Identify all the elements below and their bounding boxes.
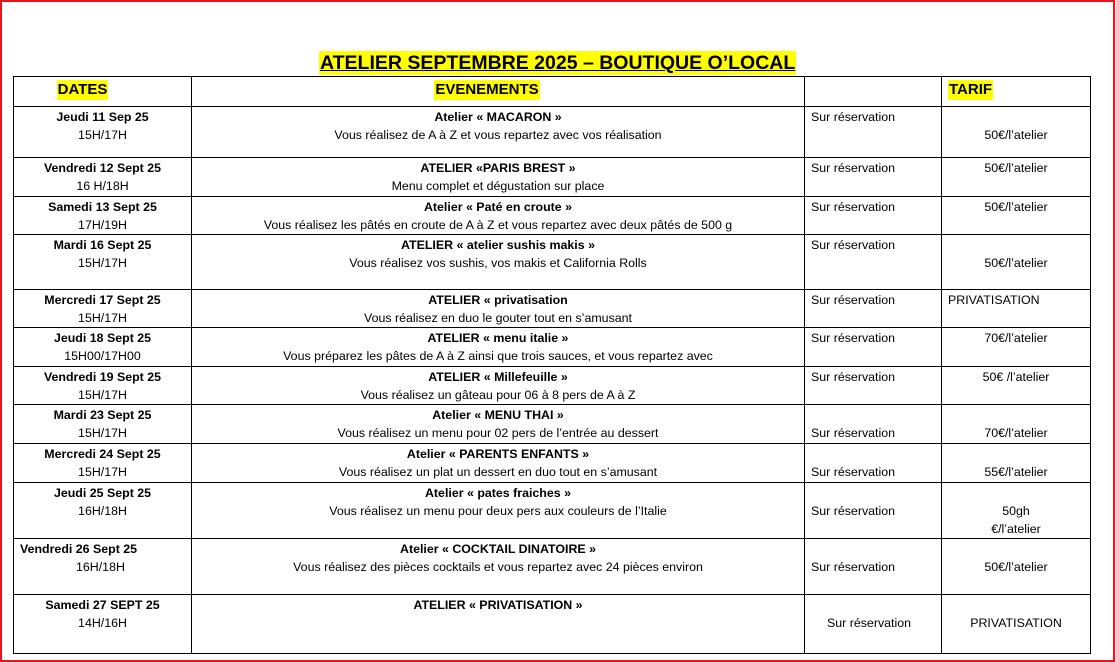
date-label: Jeudi 11 Sep 25 (56, 110, 149, 124)
date-label: Samedi 27 SEPT 25 (45, 598, 160, 612)
time-label: 16 H/18H (76, 179, 129, 193)
date-label: Mercredi 24 Sept 25 (44, 447, 161, 461)
reservation-cell: Sur réservation (805, 405, 942, 444)
header-dates: DATES (14, 77, 192, 107)
tarif-cell (942, 539, 1091, 595)
time-label: 15H/17H (78, 311, 127, 325)
atelier-description: Vous réalisez de A à Z et vous repartez avec vos réalisation (334, 128, 662, 142)
reservation-cell: Sur réservation (805, 367, 942, 405)
tarif-value: 50€ /l’atelier (982, 370, 1050, 384)
page-title: ATELIER SEPTEMBRE 2025 – BOUTIQUE O’LOCAL (320, 52, 796, 74)
tarif-value: 55€/l’atelier (984, 465, 1048, 479)
time-label: 15H/17H (78, 388, 127, 402)
date-cell (14, 290, 192, 328)
header-events: EVENEMENTS (192, 77, 805, 107)
event-cell (192, 158, 805, 197)
tarif-cell (942, 197, 1091, 235)
tarif-cell (942, 235, 1091, 290)
event-cell (192, 367, 805, 405)
reservation-cell: Sur réservation (805, 595, 942, 654)
atelier-title: ATELIER «PARIS BREST » (420, 161, 576, 175)
atelier-description: Menu complet et dégustation sur place (391, 179, 605, 193)
tarif-cell (942, 367, 1091, 405)
atelier-title: ATELIER « PRIVATISATION » (413, 598, 583, 612)
atelier-description: Vous réalisez des pièces cocktails et vous repartez avec 24 pièces environ (293, 560, 703, 574)
tarif-cell (942, 595, 1091, 654)
atelier-title: Atelier « MENU THAI » (432, 408, 564, 422)
atelier-title: ATELIER « atelier sushis makis » (401, 238, 595, 252)
table-row (14, 197, 1091, 235)
atelier-description: Vous réalisez un menu pour deux pers aux couleurs de l’Italie (329, 504, 667, 518)
atelier-description: Vous préparez les pâtes de A à Z ainsi que trois sauces, et vous repartez avec (283, 349, 713, 363)
date-label: Vendredi 26 Sept 25 (20, 542, 138, 556)
reservation-cell: Sur réservation (805, 158, 942, 197)
time-label: 15H/17H (78, 256, 127, 270)
date-label: Vendredi 12 Sept 25 (43, 161, 162, 175)
tarif-value: PRIVATISATION (970, 616, 1062, 630)
date-label: Samedi 13 Sept 25 (48, 200, 157, 214)
atelier-description: Vous réalisez un gâteau pour 06 à 8 pers de A à Z (360, 388, 636, 402)
table-row (14, 595, 1091, 654)
reservation-cell: Sur réservation (805, 444, 942, 483)
time-label: 16H/18H (76, 560, 125, 574)
atelier-title: Atelier « MACARON » (434, 110, 562, 124)
time-label: 15H00/17H00 (64, 349, 141, 363)
date-cell (14, 595, 192, 654)
tarif-value: 70€/l’atelier (984, 331, 1048, 345)
table-row (14, 444, 1091, 483)
date-cell (14, 197, 192, 235)
time-label: 14H/16H (78, 616, 127, 630)
atelier-title: Atelier « pates fraiches » (424, 486, 571, 500)
atelier-title: ATELIER « menu italie » (427, 331, 569, 345)
header-tarif: TARIF (942, 77, 1091, 107)
tarif-value: 70€/l’atelier (984, 426, 1048, 440)
atelier-description: Vous réalisez un plat un dessert en duo tout en s’amusant (338, 465, 658, 479)
event-cell (192, 483, 805, 539)
reservation-cell: Sur réservation (805, 328, 942, 367)
time-label: 15H/17H (78, 426, 127, 440)
reservation-cell: Sur réservation (805, 539, 942, 595)
date-cell (14, 539, 192, 595)
tarif-value: PRIVATISATION (948, 293, 1040, 307)
time-label: 16H/18H (78, 504, 127, 518)
date-cell (14, 405, 192, 444)
time-label: 15H/17H (78, 128, 127, 142)
header-reservation (805, 77, 942, 107)
event-cell (192, 107, 805, 158)
date-label: Vendredi 19 Sept 25 (43, 370, 162, 384)
atelier-title: Atelier « COCKTAIL DINATOIRE » (400, 542, 596, 556)
tarif-cell (942, 107, 1091, 158)
event-cell (192, 405, 805, 444)
atelier-description: Vous réalisez un menu pour 02 pers de l’entrée au dessert (337, 426, 659, 440)
time-label: 15H/17H (78, 465, 127, 479)
date-label: Mardi 23 Sept 25 (53, 408, 152, 422)
tarif-value: 50€/l’atelier (984, 256, 1048, 270)
table-row (14, 158, 1091, 197)
date-cell (14, 328, 192, 367)
event-cell (192, 539, 805, 595)
atelier-title: ATELIER « Millefeuille » (428, 370, 568, 384)
tarif-value: 50gh (1002, 504, 1030, 518)
tarif-value: 50€/l’atelier (984, 200, 1048, 214)
tarif-value-unit: €/l’atelier (991, 522, 1041, 536)
date-label: Mercredi 17 Sept 25 (44, 293, 161, 307)
time-label: 17H/19H (78, 218, 127, 232)
reservation-cell: Sur réservation (805, 107, 942, 158)
reservation-cell: Sur réservation (805, 197, 942, 235)
date-label: Jeudi 18 Sept 25 (53, 331, 152, 345)
atelier-description: Vous réalisez les pâtés en croute de A à Z et vous repartez avec deux pâtés de 500 g (263, 218, 733, 232)
tarif-cell (942, 328, 1091, 367)
tarif-cell (942, 158, 1091, 197)
event-cell (192, 328, 805, 367)
reservation-cell: Sur réservation (805, 290, 942, 328)
atelier-title: Atelier « PARENTS ENFANTS » (406, 447, 590, 461)
date-cell (14, 107, 192, 158)
atelier-description: Vous réalisez en duo le gouter tout en s’amusant (364, 311, 632, 325)
date-label: Mardi 16 Sept 25 (53, 238, 152, 252)
table-row (14, 405, 1091, 444)
date-cell (14, 444, 192, 483)
date-cell (14, 367, 192, 405)
table-row (14, 367, 1091, 405)
event-cell (192, 197, 805, 235)
tarif-cell (942, 405, 1091, 444)
reservation-cell: Sur réservation (805, 235, 942, 290)
event-cell (192, 235, 805, 290)
atelier-description: Vous réalisez vos sushis, vos makis et California Rolls (349, 256, 647, 270)
tarif-cell (942, 290, 1091, 328)
event-cell (192, 290, 805, 328)
tarif-cell (942, 444, 1091, 483)
table-row (14, 328, 1091, 367)
table-row (14, 290, 1091, 328)
workshop-table (13, 76, 1091, 654)
table-row (14, 483, 1091, 539)
date-cell (14, 158, 192, 197)
event-cell (192, 595, 805, 654)
table-row (14, 235, 1091, 290)
tarif-cell (942, 483, 1091, 539)
tarif-value: 50€/l’atelier (984, 161, 1048, 175)
tarif-value: 50€/l’atelier (984, 128, 1048, 142)
atelier-title: Atelier « Paté en croute » (423, 200, 573, 214)
tarif-value: 50€/l’atelier (984, 560, 1048, 574)
reservation-cell: Sur réservation (805, 483, 942, 539)
date-cell (14, 235, 192, 290)
table-row (14, 539, 1091, 595)
date-cell (14, 483, 192, 539)
table-header-row (14, 77, 1091, 107)
atelier-title: ATELIER « privatisation (428, 293, 568, 307)
table-row (14, 107, 1091, 158)
date-label: Jeudi 25 Sept 25 (53, 486, 152, 500)
event-cell (192, 444, 805, 483)
